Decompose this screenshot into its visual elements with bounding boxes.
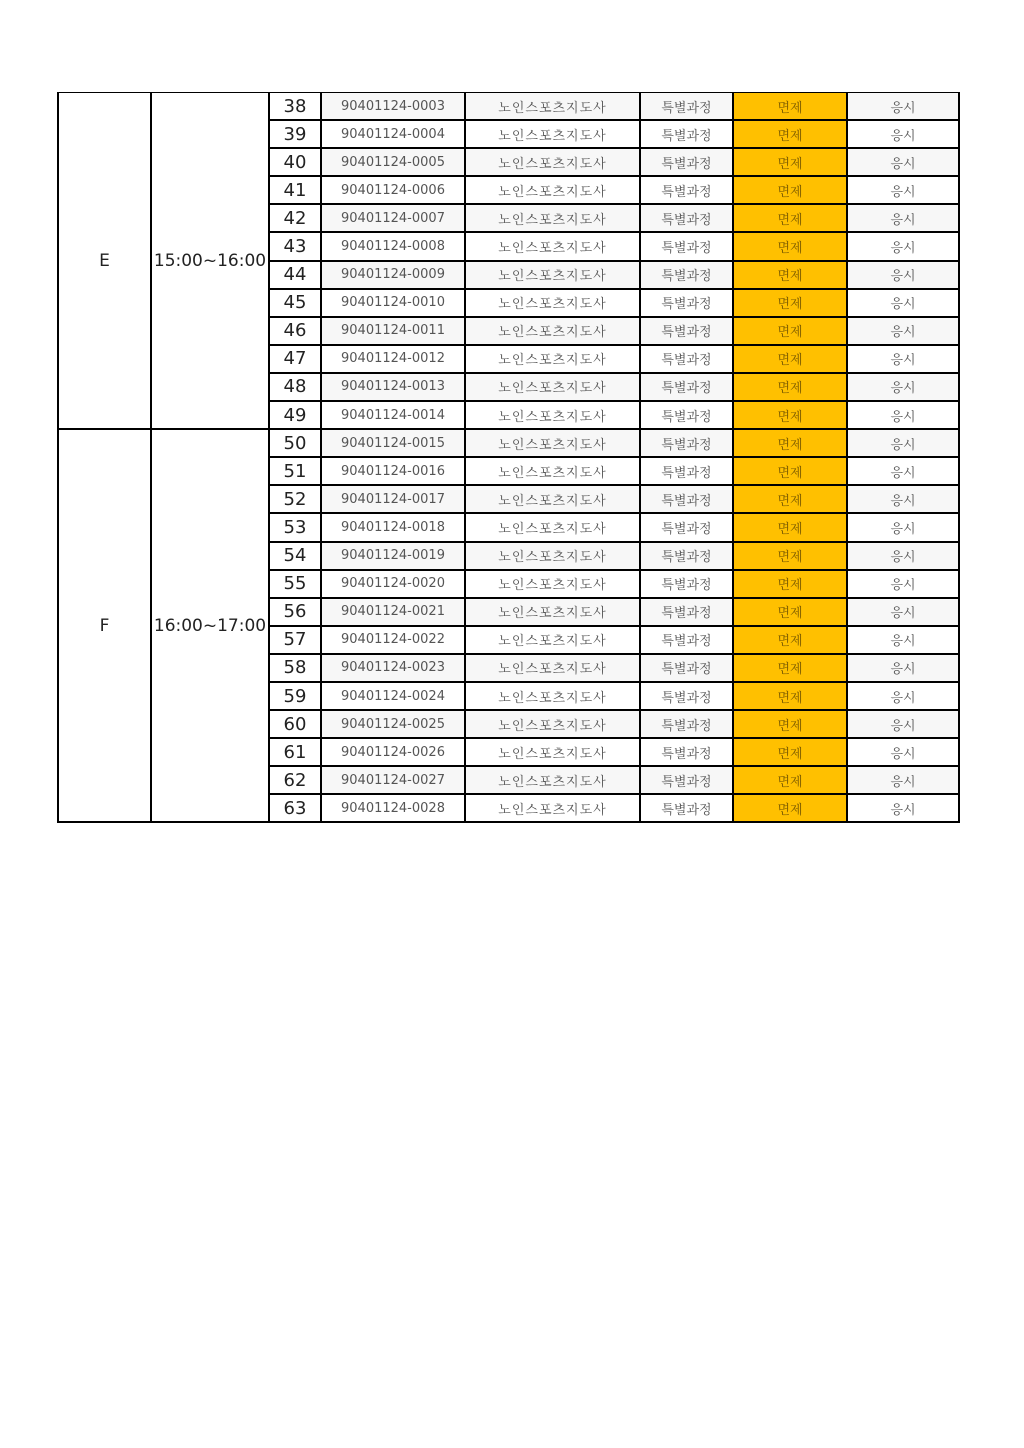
exemption-status: 면제 xyxy=(733,232,847,260)
attendance-status: 응시 xyxy=(847,317,959,345)
row-number: 60 xyxy=(269,710,321,738)
exam-id: 90401124-0016 xyxy=(321,457,465,485)
row-number: 57 xyxy=(269,626,321,654)
exam-id: 90401124-0008 xyxy=(321,232,465,260)
exam-id: 90401124-0019 xyxy=(321,542,465,570)
exam-id: 90401124-0009 xyxy=(321,261,465,289)
exam-id: 90401124-0010 xyxy=(321,289,465,317)
course-name: 노인스포츠지도사 xyxy=(465,513,640,541)
row-number: 50 xyxy=(269,429,321,457)
course-name: 노인스포츠지도사 xyxy=(465,176,640,204)
row-number: 43 xyxy=(269,232,321,260)
row-number: 40 xyxy=(269,148,321,176)
exam-id: 90401124-0015 xyxy=(321,429,465,457)
exemption-status: 면제 xyxy=(733,261,847,289)
course-type: 특별과정 xyxy=(640,93,733,121)
attendance-status: 응시 xyxy=(847,766,959,794)
exemption-status: 면제 xyxy=(733,93,847,121)
exam-id: 90401124-0006 xyxy=(321,176,465,204)
exemption-status: 면제 xyxy=(733,542,847,570)
exam-id: 90401124-0021 xyxy=(321,598,465,626)
attendance-status: 응시 xyxy=(847,513,959,541)
attendance-status: 응시 xyxy=(847,261,959,289)
attendance-status: 응시 xyxy=(847,93,959,121)
row-number: 41 xyxy=(269,176,321,204)
exam-id: 90401124-0017 xyxy=(321,485,465,513)
course-name: 노인스포츠지도사 xyxy=(465,373,640,401)
group-label: F xyxy=(58,429,151,822)
course-name: 노인스포츠지도사 xyxy=(465,626,640,654)
attendance-status: 응시 xyxy=(847,542,959,570)
attendance-status: 응시 xyxy=(847,598,959,626)
attendance-status: 응시 xyxy=(847,429,959,457)
exemption-status: 면제 xyxy=(733,120,847,148)
attendance-status: 응시 xyxy=(847,345,959,373)
row-number: 47 xyxy=(269,345,321,373)
exam-id: 90401124-0011 xyxy=(321,317,465,345)
course-type: 특별과정 xyxy=(640,598,733,626)
exemption-status: 면제 xyxy=(733,401,847,429)
row-number: 54 xyxy=(269,542,321,570)
row-number: 52 xyxy=(269,485,321,513)
exemption-status: 면제 xyxy=(733,598,847,626)
attendance-status: 응시 xyxy=(847,457,959,485)
course-type: 특별과정 xyxy=(640,261,733,289)
course-type: 특별과정 xyxy=(640,513,733,541)
exemption-status: 면제 xyxy=(733,570,847,598)
attendance-status: 응시 xyxy=(847,204,959,232)
exam-id: 90401124-0007 xyxy=(321,204,465,232)
course-name: 노인스포츠지도사 xyxy=(465,232,640,260)
course-type: 특별과정 xyxy=(640,457,733,485)
course-type: 특별과정 xyxy=(640,176,733,204)
course-type: 특별과정 xyxy=(640,570,733,598)
row-number: 51 xyxy=(269,457,321,485)
course-type: 특별과정 xyxy=(640,204,733,232)
time-slot: 16:00~17:00 xyxy=(151,429,269,822)
attendance-status: 응시 xyxy=(847,485,959,513)
exemption-status: 면제 xyxy=(733,289,847,317)
exemption-status: 면제 xyxy=(733,429,847,457)
exam-id: 90401124-0024 xyxy=(321,682,465,710)
exemption-status: 면제 xyxy=(733,345,847,373)
exam-id: 90401124-0003 xyxy=(321,93,465,121)
row-number: 46 xyxy=(269,317,321,345)
course-type: 특별과정 xyxy=(640,766,733,794)
course-name: 노인스포츠지도사 xyxy=(465,598,640,626)
exam-id: 90401124-0026 xyxy=(321,738,465,766)
row-number: 59 xyxy=(269,682,321,710)
row-number: 39 xyxy=(269,120,321,148)
course-name: 노인스포츠지도사 xyxy=(465,289,640,317)
course-type: 특별과정 xyxy=(640,317,733,345)
attendance-status: 응시 xyxy=(847,654,959,682)
exam-id: 90401124-0022 xyxy=(321,626,465,654)
course-type: 특별과정 xyxy=(640,429,733,457)
course-name: 노인스포츠지도사 xyxy=(465,710,640,738)
row-number: 55 xyxy=(269,570,321,598)
exemption-status: 면제 xyxy=(733,148,847,176)
course-type: 특별과정 xyxy=(640,710,733,738)
table-row xyxy=(58,429,959,457)
course-type: 특별과정 xyxy=(640,373,733,401)
course-name: 노인스포츠지도사 xyxy=(465,317,640,345)
exemption-status: 면제 xyxy=(733,626,847,654)
row-number: 38 xyxy=(269,93,321,121)
course-type: 특별과정 xyxy=(640,289,733,317)
attendance-status: 응시 xyxy=(847,232,959,260)
course-type: 특별과정 xyxy=(640,120,733,148)
course-name: 노인스포츠지도사 xyxy=(465,429,640,457)
row-number: 49 xyxy=(269,401,321,429)
exam-id: 90401124-0020 xyxy=(321,570,465,598)
exemption-status: 면제 xyxy=(733,373,847,401)
course-name: 노인스포츠지도사 xyxy=(465,148,640,176)
row-number: 62 xyxy=(269,766,321,794)
attendance-status: 응시 xyxy=(847,373,959,401)
course-type: 특별과정 xyxy=(640,542,733,570)
course-type: 특별과정 xyxy=(640,148,733,176)
exemption-status: 면제 xyxy=(733,738,847,766)
attendance-status: 응시 xyxy=(847,738,959,766)
attendance-status: 응시 xyxy=(847,148,959,176)
course-type: 특별과정 xyxy=(640,345,733,373)
course-name: 노인스포츠지도사 xyxy=(465,766,640,794)
course-type: 특별과정 xyxy=(640,401,733,429)
course-name: 노인스포츠지도사 xyxy=(465,120,640,148)
row-number: 61 xyxy=(269,738,321,766)
course-name: 노인스포츠지도사 xyxy=(465,457,640,485)
course-type: 특별과정 xyxy=(640,654,733,682)
course-name: 노인스포츠지도사 xyxy=(465,542,640,570)
attendance-status: 응시 xyxy=(847,682,959,710)
row-number: 58 xyxy=(269,654,321,682)
attendance-status: 응시 xyxy=(847,710,959,738)
attendance-status: 응시 xyxy=(847,401,959,429)
exam-schedule-table xyxy=(57,92,960,823)
exam-id: 90401124-0025 xyxy=(321,710,465,738)
exam-id: 90401124-0013 xyxy=(321,373,465,401)
course-name: 노인스포츠지도사 xyxy=(465,93,640,121)
exam-id: 90401124-0018 xyxy=(321,513,465,541)
table-body xyxy=(58,93,959,823)
exam-id: 90401124-0005 xyxy=(321,148,465,176)
exemption-status: 면제 xyxy=(733,485,847,513)
exemption-status: 면제 xyxy=(733,204,847,232)
course-name: 노인스포츠지도사 xyxy=(465,570,640,598)
exemption-status: 면제 xyxy=(733,710,847,738)
course-name: 노인스포츠지도사 xyxy=(465,345,640,373)
row-number: 53 xyxy=(269,513,321,541)
time-slot: 15:00~16:00 xyxy=(151,93,269,430)
exam-id: 90401124-0028 xyxy=(321,794,465,822)
row-number: 56 xyxy=(269,598,321,626)
course-type: 특별과정 xyxy=(640,232,733,260)
row-number: 44 xyxy=(269,261,321,289)
course-name: 노인스포츠지도사 xyxy=(465,794,640,822)
exam-id: 90401124-0012 xyxy=(321,345,465,373)
exemption-status: 면제 xyxy=(733,766,847,794)
exemption-status: 면제 xyxy=(733,176,847,204)
course-name: 노인스포츠지도사 xyxy=(465,401,640,429)
exemption-status: 면제 xyxy=(733,654,847,682)
exam-id: 90401124-0004 xyxy=(321,120,465,148)
attendance-status: 응시 xyxy=(847,289,959,317)
course-type: 특별과정 xyxy=(640,794,733,822)
row-number: 63 xyxy=(269,794,321,822)
exam-id: 90401124-0014 xyxy=(321,401,465,429)
exemption-status: 면제 xyxy=(733,513,847,541)
row-number: 45 xyxy=(269,289,321,317)
group-label: E xyxy=(58,93,151,430)
attendance-status: 응시 xyxy=(847,570,959,598)
row-number: 48 xyxy=(269,373,321,401)
course-type: 특별과정 xyxy=(640,626,733,654)
course-name: 노인스포츠지도사 xyxy=(465,261,640,289)
attendance-status: 응시 xyxy=(847,176,959,204)
course-name: 노인스포츠지도사 xyxy=(465,204,640,232)
course-name: 노인스포츠지도사 xyxy=(465,738,640,766)
course-type: 특별과정 xyxy=(640,738,733,766)
course-name: 노인스포츠지도사 xyxy=(465,682,640,710)
course-name: 노인스포츠지도사 xyxy=(465,485,640,513)
attendance-status: 응시 xyxy=(847,626,959,654)
exemption-status: 면제 xyxy=(733,457,847,485)
course-name: 노인스포츠지도사 xyxy=(465,654,640,682)
exemption-status: 면제 xyxy=(733,682,847,710)
exam-id: 90401124-0027 xyxy=(321,766,465,794)
row-number: 42 xyxy=(269,204,321,232)
table-row xyxy=(58,93,959,121)
attendance-status: 응시 xyxy=(847,794,959,822)
exam-id: 90401124-0023 xyxy=(321,654,465,682)
exemption-status: 면제 xyxy=(733,794,847,822)
course-type: 특별과정 xyxy=(640,682,733,710)
exemption-status: 면제 xyxy=(733,317,847,345)
course-type: 특별과정 xyxy=(640,485,733,513)
attendance-status: 응시 xyxy=(847,120,959,148)
